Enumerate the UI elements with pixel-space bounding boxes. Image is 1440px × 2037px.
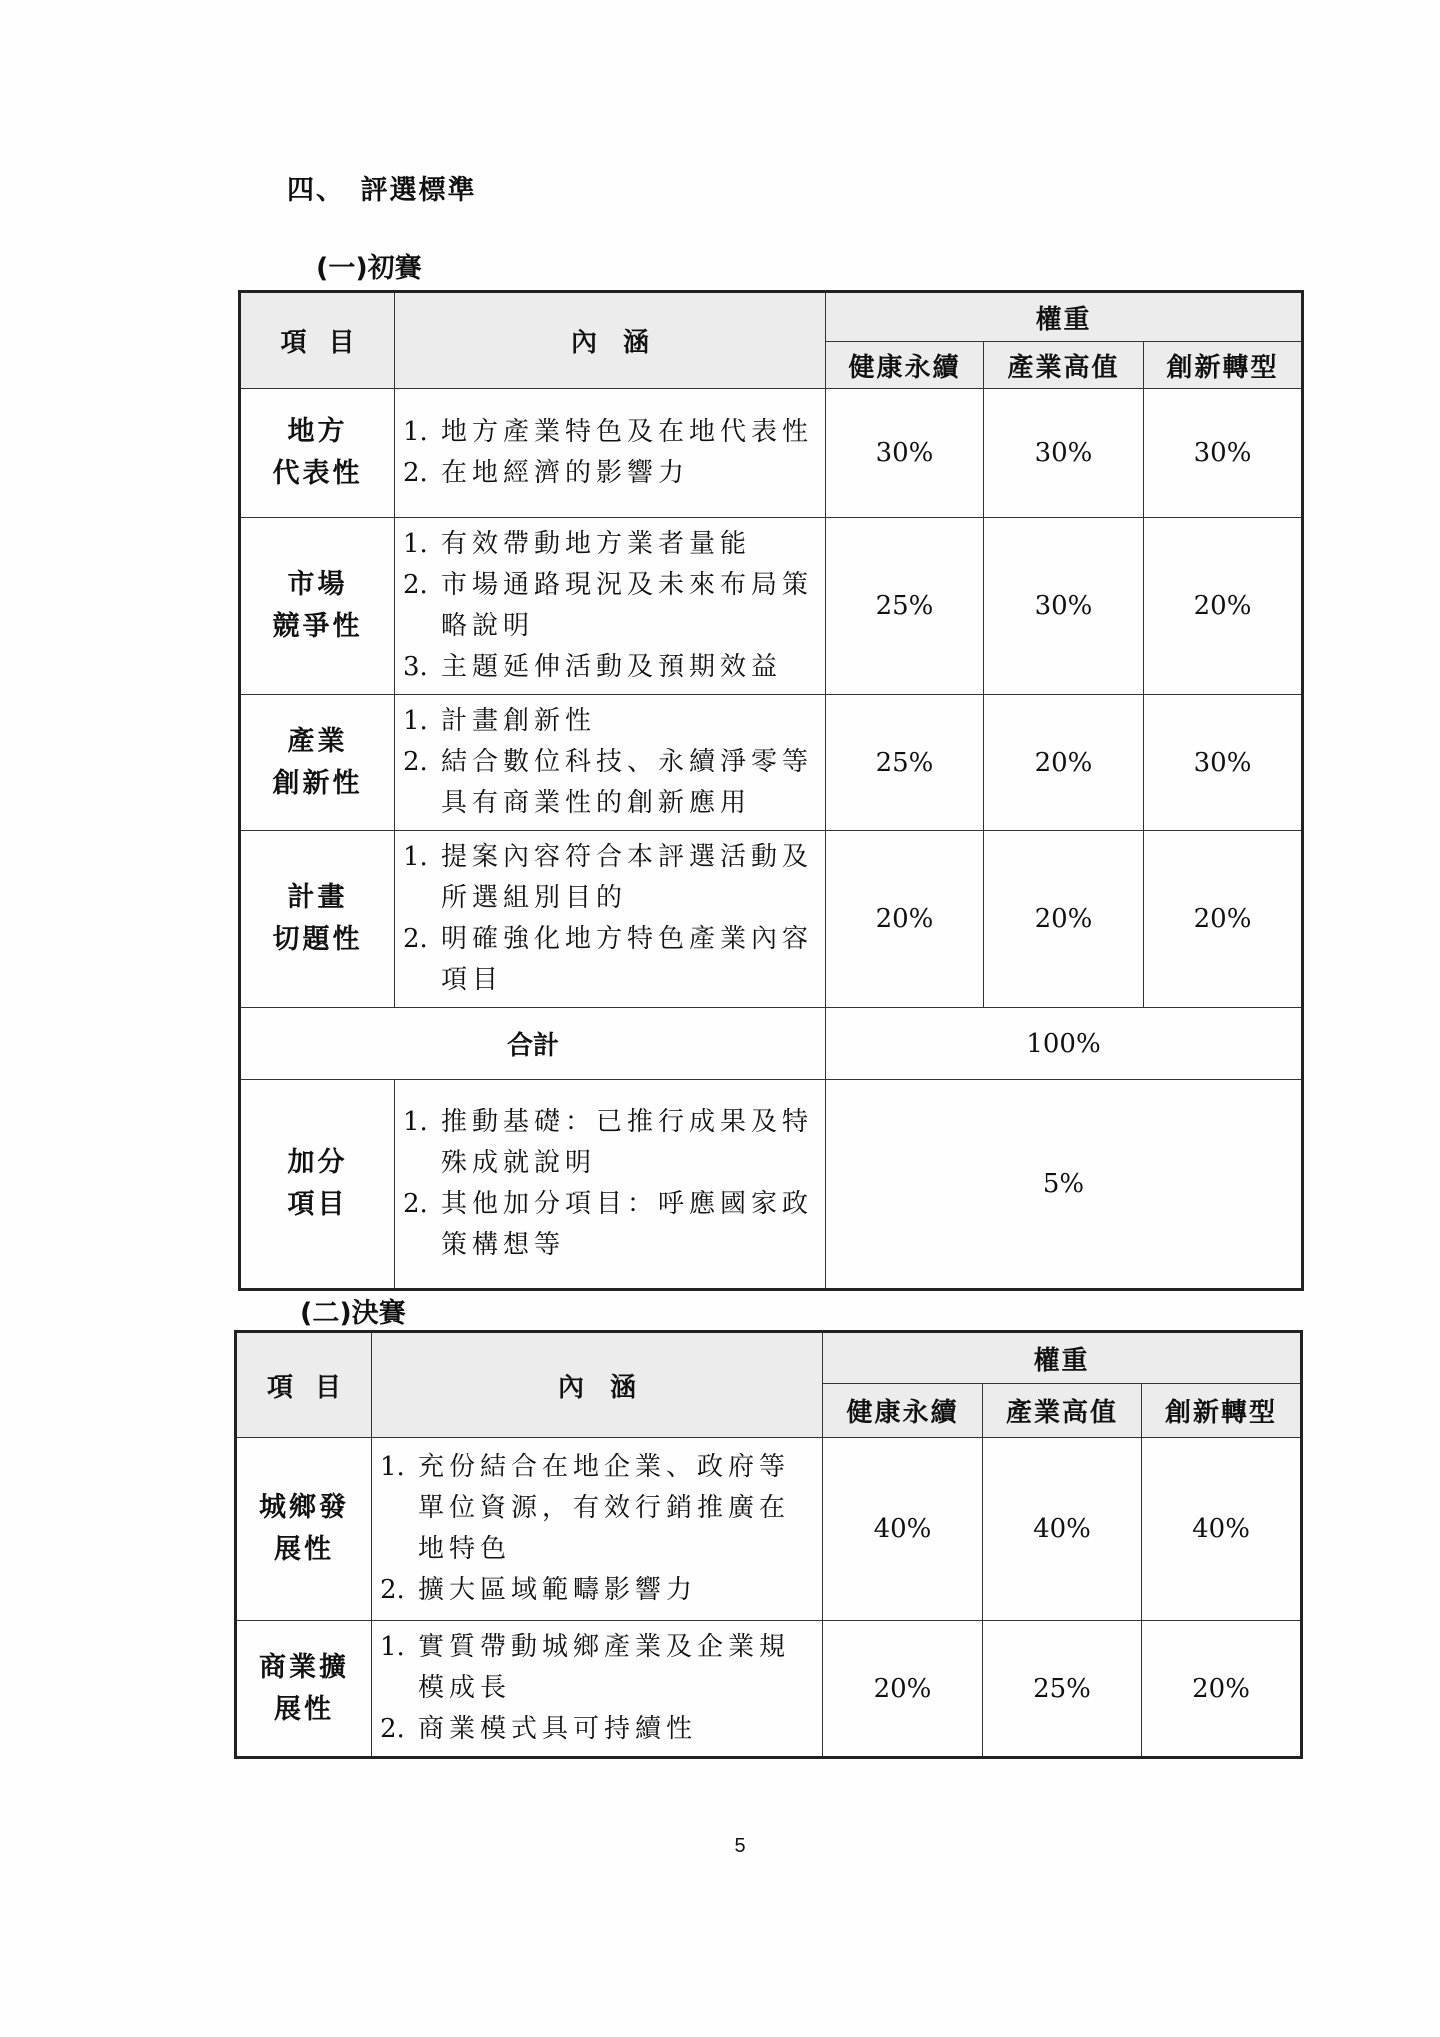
row-content: 1. 充份結合在地企業、政府等單位資源，有效行銷推廣在地特色 2. 擴大區域範疇影響力 [372,1438,823,1621]
header-weight: 權重 [826,292,1303,342]
table-row [240,389,1303,518]
weight-cell: 20% [826,831,984,1008]
weight-cell: 30% [1144,695,1303,831]
header-group-innovation: 創新轉型 [1144,342,1303,389]
weight-cell: 20% [1142,1621,1302,1758]
weight-cell: 25% [826,695,984,831]
row-item: 市場 競爭性 [240,518,395,695]
row-content: 1. 地方產業特色及在地代表性 2. 在地經濟的影響力 [395,389,826,518]
weight-cell: 25% [983,1621,1142,1758]
table-row [240,831,1303,1008]
bonus-row [240,1080,1303,1290]
page-number: 5 [734,1835,746,1857]
section-title: 四、 評選標準 [287,175,477,206]
weight-cell: 30% [984,518,1144,695]
weight-cell: 30% [826,389,984,518]
row-content: 1. 計畫創新性 2. 結合數位科技、永續淨零等具有商業性的創新應用 [395,695,826,831]
header-group-industry: 產業高值 [983,1384,1142,1438]
row-item: 產業 創新性 [240,695,395,831]
weight-cell: 20% [984,695,1144,831]
weight-cell: 20% [984,831,1144,1008]
row-item: 計畫 切題性 [240,831,395,1008]
final-table [234,1330,1303,1759]
row-item: 地方 代表性 [240,389,395,518]
header-weight: 權重 [823,1332,1302,1384]
bonus-item: 加分 項目 [240,1080,395,1290]
header-item: 項目 [240,292,395,389]
weight-cell: 20% [823,1621,983,1758]
preliminary-title: (一)初賽 [316,253,422,284]
header-content: 內涵 [372,1332,823,1438]
row-content: 1. 提案內容符合本評選活動及所選組別目的 2. 明確強化地方特色產業內容項目 [395,831,826,1008]
header-group-health: 健康永續 [823,1384,983,1438]
row-content: 1. 實質帶動城鄉產業及企業規模成長 2. 商業模式具可持續性 [372,1621,823,1758]
bonus-value: 5% [826,1080,1303,1290]
header-group-innovation: 創新轉型 [1142,1384,1302,1438]
table-row [240,695,1303,831]
weight-cell: 30% [984,389,1144,518]
final-title: (二)決賽 [300,1298,406,1329]
header-item: 項目 [236,1332,372,1438]
header-group-health: 健康永續 [826,342,984,389]
header-content: 內涵 [395,292,826,389]
table-row [236,1621,1302,1758]
row-item: 城鄉發 展性 [236,1438,372,1621]
header-group-industry: 產業高值 [984,342,1144,389]
row-content: 1. 有效帶動地方業者量能 2. 市場通路現況及未來布局策略說明 3. 主題延伸活動及預期效益 [395,518,826,695]
weight-cell: 40% [1142,1438,1302,1621]
weight-cell: 40% [823,1438,983,1621]
row-item: 商業擴 展性 [236,1621,372,1758]
total-row [240,1008,1303,1080]
bonus-content: 1. 推動基礎：已推行成果及特殊成就說明 2. 其他加分項目：呼應國家政策構想等 [395,1080,826,1290]
table-row [240,518,1303,695]
weight-cell: 40% [983,1438,1142,1621]
weight-cell: 20% [1144,831,1303,1008]
total-value: 100% [826,1008,1303,1080]
preliminary-table [238,290,1304,1291]
table-row [236,1438,1302,1621]
weight-cell: 20% [1144,518,1303,695]
total-label: 合計 [240,1008,826,1080]
weight-cell: 25% [826,518,984,695]
weight-cell: 30% [1144,389,1303,518]
